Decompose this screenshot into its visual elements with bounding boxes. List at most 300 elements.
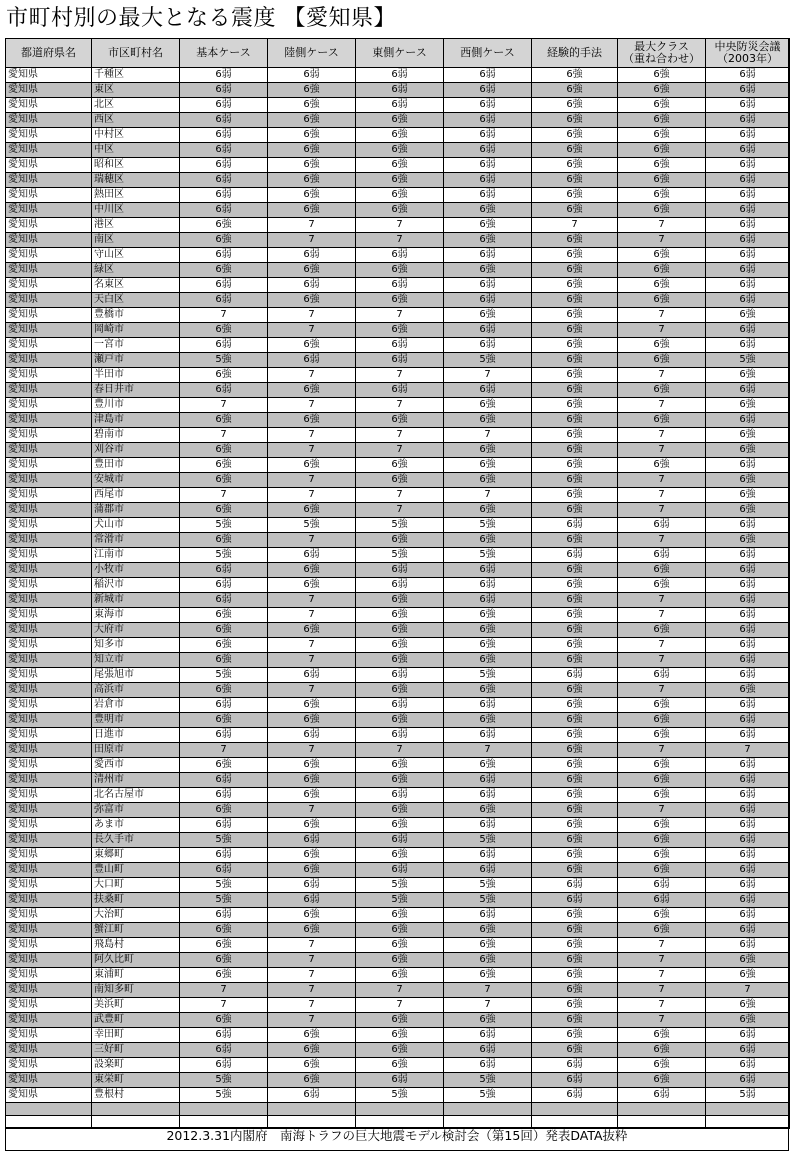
- table-cell: 愛知県: [6, 1058, 92, 1073]
- table-cell: 6強: [356, 638, 444, 653]
- table-cell: 愛知県: [6, 338, 92, 353]
- table-cell: 7: [268, 443, 356, 458]
- table-cell: 6強: [532, 383, 618, 398]
- table-cell: 6強: [268, 173, 356, 188]
- table-cell: 6強: [444, 308, 532, 323]
- table-cell: 6強: [356, 683, 444, 698]
- table-cell: 愛知県: [6, 473, 92, 488]
- table-cell: 愛知県: [6, 158, 92, 173]
- table-cell: 愛知県: [6, 968, 92, 983]
- table-cell: 5強: [180, 1073, 268, 1088]
- table-cell: 愛知県: [6, 683, 92, 698]
- table-cell: 6弱: [444, 158, 532, 173]
- table-cell: 6強: [532, 248, 618, 263]
- table-cell: 6弱: [356, 833, 444, 848]
- table-cell: 6強: [356, 293, 444, 308]
- table-cell: 6強: [532, 758, 618, 773]
- table-cell: 津島市: [92, 413, 180, 428]
- table-cell: 7: [180, 428, 268, 443]
- table-cell: 6強: [356, 923, 444, 938]
- table-cell: 6強: [180, 443, 268, 458]
- table-cell: 天白区: [92, 293, 180, 308]
- table-cell: 蟹江町: [92, 923, 180, 938]
- table-cell: 碧南市: [92, 428, 180, 443]
- table-cell: 6強: [356, 413, 444, 428]
- table-cell: 6弱: [444, 908, 532, 923]
- table-cell: 7: [268, 968, 356, 983]
- table-cell: 7: [268, 953, 356, 968]
- table-cell: 6弱: [268, 1088, 356, 1103]
- source-note: 2012.3.31内閣府 南海トラフの巨大地震モデル検討会（第15回）発表DATA抜粋: [166, 1128, 628, 1143]
- table-cell: 豊山町: [92, 863, 180, 878]
- table-cell: 7: [532, 218, 618, 233]
- table-cell: 6強: [618, 773, 706, 788]
- table-cell: 愛知県: [6, 698, 92, 713]
- table-cell: 5強: [444, 1088, 532, 1103]
- table-cell: 6強: [444, 683, 532, 698]
- table-cell: 6弱: [180, 128, 268, 143]
- column-header-label: 経験的手法: [547, 46, 602, 59]
- table-cell: 7: [268, 638, 356, 653]
- table-cell: 6弱: [444, 818, 532, 833]
- table-cell: 6強: [532, 773, 618, 788]
- table-cell: 7: [618, 323, 706, 338]
- table-cell: 6強: [180, 608, 268, 623]
- table-cell: 6弱: [268, 878, 356, 893]
- table-cell: 6弱: [180, 1043, 268, 1058]
- table-cell: 6弱: [706, 878, 790, 893]
- table-cell: 6強: [618, 128, 706, 143]
- table-cell: 6弱: [706, 623, 790, 638]
- table-cell: 愛知県: [6, 908, 92, 923]
- table-cell: 西尾市: [92, 488, 180, 503]
- table-cell: 刈谷市: [92, 443, 180, 458]
- table-cell: 6強: [444, 233, 532, 248]
- table-cell: 7: [706, 743, 790, 758]
- table-cell: 愛知県: [6, 563, 92, 578]
- table-cell: 6弱: [706, 1073, 790, 1088]
- table-cell: 知立市: [92, 653, 180, 668]
- table-cell: 6弱: [180, 248, 268, 263]
- table-cell: 6弱: [444, 293, 532, 308]
- table-cell: 6強: [180, 923, 268, 938]
- table-cell: 6弱: [444, 83, 532, 98]
- table-cell: 6強: [706, 953, 790, 968]
- table-cell: 6強: [706, 1013, 790, 1028]
- table-cell: 6強: [356, 623, 444, 638]
- table-cell: 7: [618, 593, 706, 608]
- table-cell: 7: [180, 998, 268, 1013]
- table-cell: 6強: [268, 563, 356, 578]
- table-cell: 7: [356, 998, 444, 1013]
- table-cell: 6強: [180, 1013, 268, 1028]
- table-cell: 豊明市: [92, 713, 180, 728]
- table-cell: 6弱: [706, 803, 790, 818]
- table-cell: 6弱: [706, 653, 790, 668]
- table-cell: 愛知県: [6, 278, 92, 293]
- table-cell: 愛知県: [6, 983, 92, 998]
- table-cell: 7: [618, 653, 706, 668]
- table-cell: 6強: [532, 398, 618, 413]
- table-cell: 6強: [706, 533, 790, 548]
- table-cell: 6弱: [180, 908, 268, 923]
- table-cell: 6弱: [706, 1058, 790, 1073]
- table-cell: 6弱: [180, 1058, 268, 1073]
- table-cell: 6弱: [180, 563, 268, 578]
- table-cell: 6強: [706, 998, 790, 1013]
- table-cell: 幸田町: [92, 1028, 180, 1043]
- table-cell: 7: [180, 308, 268, 323]
- table-cell: 6強: [268, 98, 356, 113]
- column-header-label: 中央防災会議: [714, 40, 781, 53]
- table-cell: 6強: [532, 503, 618, 518]
- table-cell: 6強: [706, 308, 790, 323]
- table-cell: 6弱: [706, 173, 790, 188]
- table-cell: 6強: [444, 713, 532, 728]
- table-cell: 6弱: [706, 758, 790, 773]
- table-cell: 愛知県: [6, 1073, 92, 1088]
- table-cell: 6強: [356, 608, 444, 623]
- table-cell: 6弱: [706, 1043, 790, 1058]
- table-cell: 6強: [532, 938, 618, 953]
- table-cell: 7: [618, 533, 706, 548]
- table-cell: 設楽町: [92, 1058, 180, 1073]
- table-cell: 7: [356, 503, 444, 518]
- table-cell: 5強: [706, 353, 790, 368]
- table-cell: 6強: [268, 263, 356, 278]
- table-cell: 6強: [444, 218, 532, 233]
- table-cell: 6強: [356, 593, 444, 608]
- table-cell: 6強: [618, 713, 706, 728]
- table-cell: 6強: [356, 713, 444, 728]
- table-cell: 5強: [180, 518, 268, 533]
- table-cell: 6強: [532, 98, 618, 113]
- table-cell: 7: [618, 218, 706, 233]
- table-cell: 愛知県: [6, 488, 92, 503]
- table-cell: 6強: [532, 473, 618, 488]
- table-cell: 6弱: [706, 638, 790, 653]
- table-cell: 6弱: [532, 518, 618, 533]
- table-cell: 6強: [532, 713, 618, 728]
- table-cell: 中村区: [92, 128, 180, 143]
- table-cell: 愛知県: [6, 623, 92, 638]
- table-cell: 愛知県: [6, 533, 92, 548]
- table-cell: 7: [356, 743, 444, 758]
- table-cell: 南区: [92, 233, 180, 248]
- table-cell: 6強: [618, 578, 706, 593]
- table-cell: 6強: [532, 788, 618, 803]
- table-cell: 愛知県: [6, 83, 92, 98]
- table-cell: 6強: [618, 248, 706, 263]
- table-cell: 6強: [618, 263, 706, 278]
- table-cell: 6強: [356, 203, 444, 218]
- table-cell: 7: [618, 608, 706, 623]
- table-cell: 6弱: [444, 383, 532, 398]
- table-cell: 5強: [444, 1073, 532, 1088]
- table-cell: 6弱: [706, 278, 790, 293]
- table-cell: 6強: [532, 143, 618, 158]
- table-cell: 愛知県: [6, 98, 92, 113]
- table-cell: 7: [618, 1013, 706, 1028]
- table-cell: 6弱: [444, 173, 532, 188]
- table-cell: 6弱: [444, 1028, 532, 1043]
- table-cell: 7: [618, 983, 706, 998]
- table-cell: 6強: [180, 503, 268, 518]
- table-cell: 6強: [444, 953, 532, 968]
- table-cell: 5強: [268, 518, 356, 533]
- table-cell: 6強: [618, 698, 706, 713]
- table-cell: 6強: [268, 1028, 356, 1043]
- table-cell: 6強: [356, 1043, 444, 1058]
- table-cell: 北区: [92, 98, 180, 113]
- table-cell: 6強: [444, 1013, 532, 1028]
- table-cell: 6強: [618, 563, 706, 578]
- table-cell: 名東区: [92, 278, 180, 293]
- table-cell: 6弱: [180, 1028, 268, 1043]
- table-cell: 6弱: [706, 248, 790, 263]
- table-cell: 稲沢市: [92, 578, 180, 593]
- column-header-label: 西側ケース: [460, 46, 515, 59]
- table-cell: 6弱: [706, 773, 790, 788]
- table-cell: 7: [356, 218, 444, 233]
- table-cell: 6弱: [356, 353, 444, 368]
- table-cell: 6強: [356, 263, 444, 278]
- table-cell: 愛知県: [6, 293, 92, 308]
- column-header-label: 都道府県名: [21, 46, 76, 59]
- table-cell: 愛知県: [6, 308, 92, 323]
- table-cell: 犬山市: [92, 518, 180, 533]
- table-cell: 6弱: [532, 1088, 618, 1103]
- table-cell: 愛知県: [6, 188, 92, 203]
- table-cell: 6強: [268, 338, 356, 353]
- table-cell: 6強: [444, 503, 532, 518]
- table-cell: 高浜市: [92, 683, 180, 698]
- table-cell: 6弱: [180, 98, 268, 113]
- table-cell: 6強: [180, 683, 268, 698]
- table-cell: 愛西市: [92, 758, 180, 773]
- table-cell: 6強: [356, 758, 444, 773]
- table-cell: 6強: [268, 113, 356, 128]
- table-cell: 新城市: [92, 593, 180, 608]
- table-cell: 6強: [618, 338, 706, 353]
- table-cell: 7: [268, 473, 356, 488]
- table-cell: 6弱: [268, 728, 356, 743]
- table-cell: 江南市: [92, 548, 180, 563]
- table-cell: 熱田区: [92, 188, 180, 203]
- table-cell: 6弱: [706, 263, 790, 278]
- table-cell: 6強: [618, 353, 706, 368]
- table-cell: 6強: [532, 488, 618, 503]
- table-cell: 7: [356, 308, 444, 323]
- table-cell: 7: [268, 743, 356, 758]
- table-cell: 長久手市: [92, 833, 180, 848]
- table-cell: 6強: [532, 128, 618, 143]
- table-cell: 6強: [706, 428, 790, 443]
- table-cell: 6弱: [356, 383, 444, 398]
- table-cell: 6強: [706, 968, 790, 983]
- table-cell: 6弱: [444, 143, 532, 158]
- table-cell: 安城市: [92, 473, 180, 488]
- table-cell: 6弱: [444, 563, 532, 578]
- table-cell: 6強: [444, 968, 532, 983]
- table-cell: 6強: [356, 533, 444, 548]
- table-cell: 6強: [706, 443, 790, 458]
- table-cell: 6強: [618, 188, 706, 203]
- table-cell: 6強: [356, 848, 444, 863]
- table-cell: 6強: [268, 848, 356, 863]
- table-cell: 6強: [618, 113, 706, 128]
- table-cell: 7: [444, 368, 532, 383]
- table-cell: 6強: [356, 158, 444, 173]
- table-cell: 6弱: [356, 338, 444, 353]
- table-cell: 6強: [618, 923, 706, 938]
- table-cell: 愛知県: [6, 1043, 92, 1058]
- table-cell: 6弱: [706, 818, 790, 833]
- table-cell: 豊橋市: [92, 308, 180, 323]
- table-cell: 愛知県: [6, 263, 92, 278]
- table-cell: 6強: [532, 263, 618, 278]
- table-cell: 5強: [356, 893, 444, 908]
- table-cell: 愛知県: [6, 893, 92, 908]
- table-cell: 愛知県: [6, 413, 92, 428]
- table-cell: 6弱: [706, 188, 790, 203]
- table-cell: 6強: [618, 293, 706, 308]
- table-cell: 6弱: [706, 563, 790, 578]
- table-cell: 岡崎市: [92, 323, 180, 338]
- table-cell: 6強: [618, 383, 706, 398]
- table-cell: 西区: [92, 113, 180, 128]
- table-cell: 6弱: [444, 323, 532, 338]
- table-cell: 6弱: [180, 698, 268, 713]
- table-cell: 6強: [532, 173, 618, 188]
- table-cell: 愛知県: [6, 203, 92, 218]
- table-cell: 6弱: [180, 593, 268, 608]
- table-cell: 愛知県: [6, 938, 92, 953]
- table-cell: 愛知県: [6, 863, 92, 878]
- table-cell: 6強: [356, 968, 444, 983]
- table-cell: 6強: [706, 503, 790, 518]
- table-cell: 7: [268, 998, 356, 1013]
- table-cell: 尾張旭市: [92, 668, 180, 683]
- table-cell: 6強: [532, 353, 618, 368]
- table-cell: 6強: [532, 728, 618, 743]
- table-cell: 愛知県: [6, 68, 92, 83]
- table-cell: 6弱: [706, 293, 790, 308]
- table-cell: 愛知県: [6, 128, 92, 143]
- table-cell: 6強: [706, 368, 790, 383]
- table-cell: 愛知県: [6, 848, 92, 863]
- table-cell: 6弱: [180, 293, 268, 308]
- table-cell: 6強: [444, 533, 532, 548]
- table-cell: 美浜町: [92, 998, 180, 1013]
- table-cell: 6弱: [706, 128, 790, 143]
- table-cell: 6強: [356, 113, 444, 128]
- table-cell: 6強: [444, 638, 532, 653]
- table-cell: 6弱: [618, 548, 706, 563]
- table-cell: 6強: [706, 488, 790, 503]
- table-cell: 6強: [444, 398, 532, 413]
- table-cell: 6強: [268, 203, 356, 218]
- table-cell: 6弱: [706, 863, 790, 878]
- table-cell: 6強: [532, 698, 618, 713]
- table-cell: 千種区: [92, 68, 180, 83]
- table-cell: 6強: [356, 128, 444, 143]
- table-cell: 5強: [356, 878, 444, 893]
- column-header-label: 最大クラス: [634, 40, 689, 53]
- table-cell: 南知多町: [92, 983, 180, 998]
- table-cell: 6弱: [180, 788, 268, 803]
- table-cell: 6弱: [618, 668, 706, 683]
- table-cell: 愛知県: [6, 248, 92, 263]
- table-cell: 7: [618, 233, 706, 248]
- table-cell: 6強: [618, 833, 706, 848]
- table-cell: 5強: [444, 353, 532, 368]
- table-cell: 7: [356, 488, 444, 503]
- table-cell: 5強: [180, 1088, 268, 1103]
- table-cell: 6弱: [618, 518, 706, 533]
- table-cell: 6強: [532, 623, 618, 638]
- table-cell: 6強: [180, 653, 268, 668]
- table-cell: 6強: [532, 683, 618, 698]
- table-cell: 愛知県: [6, 578, 92, 593]
- table-cell: 6強: [532, 308, 618, 323]
- table-cell: 6弱: [356, 83, 444, 98]
- table-cell: 愛知県: [6, 113, 92, 128]
- table-cell: 6弱: [706, 908, 790, 923]
- table-cell: 清州市: [92, 773, 180, 788]
- table-cell: 6弱: [444, 698, 532, 713]
- table-cell: 6強: [618, 1058, 706, 1073]
- table-cell: 愛知県: [6, 398, 92, 413]
- table-cell: 6強: [618, 818, 706, 833]
- table-cell: 緑区: [92, 263, 180, 278]
- table-cell: 7: [268, 938, 356, 953]
- table-cell: 大口町: [92, 878, 180, 893]
- table-cell: 東区: [92, 83, 180, 98]
- table-cell: 6強: [444, 443, 532, 458]
- table-cell: 知多市: [92, 638, 180, 653]
- table-cell: 愛知県: [6, 143, 92, 158]
- table-cell: 6強: [444, 923, 532, 938]
- table-cell: 7: [618, 308, 706, 323]
- table-cell: 6弱: [180, 203, 268, 218]
- table-cell: 6強: [532, 863, 618, 878]
- table-cell: 6弱: [444, 848, 532, 863]
- table-cell: 愛知県: [6, 518, 92, 533]
- table-cell: 7: [268, 533, 356, 548]
- table-cell: 6弱: [268, 668, 356, 683]
- table-cell: 6強: [618, 1028, 706, 1043]
- table-cell: 6強: [618, 68, 706, 83]
- table-cell: 6強: [532, 68, 618, 83]
- table-cell: 7: [618, 938, 706, 953]
- table-cell: 6強: [532, 743, 618, 758]
- table-cell: 6強: [356, 803, 444, 818]
- table-cell: 6強: [532, 293, 618, 308]
- table-cell: 6強: [444, 413, 532, 428]
- table-cell: 6弱: [706, 158, 790, 173]
- table-cell: 港区: [92, 218, 180, 233]
- table-cell: 6強: [268, 623, 356, 638]
- table-cell: 6弱: [268, 548, 356, 563]
- table-cell: 6強: [180, 953, 268, 968]
- table-cell: 6強: [444, 608, 532, 623]
- table-cell: 6弱: [180, 728, 268, 743]
- table-cell: 6弱: [618, 893, 706, 908]
- table-cell: 5強: [444, 893, 532, 908]
- table-cell: 6強: [268, 1058, 356, 1073]
- table-cell: 6弱: [706, 218, 790, 233]
